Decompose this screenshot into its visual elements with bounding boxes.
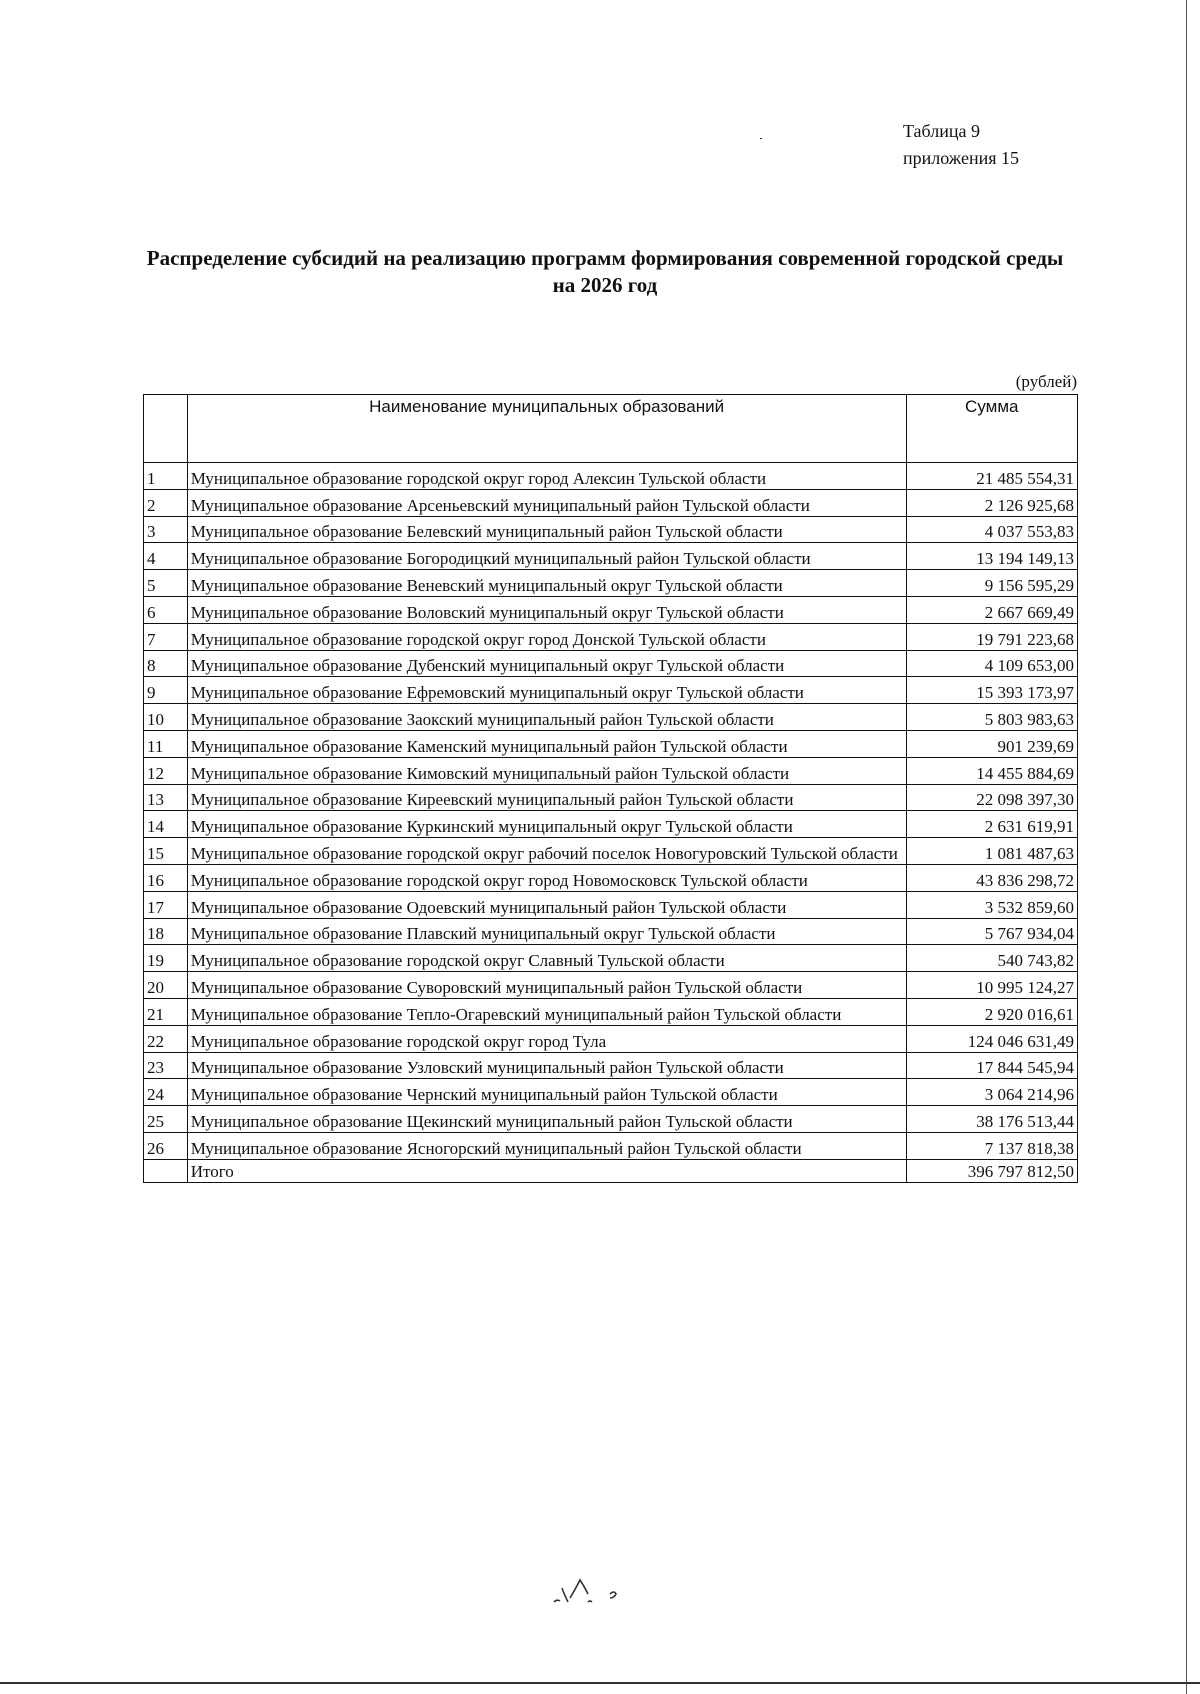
table-row <box>144 891 1078 918</box>
row-number: 9 <box>144 677 188 704</box>
units-label: (рублей) <box>1015 372 1077 391</box>
row-sum: 2 631 619,91 <box>906 811 1077 838</box>
table-row <box>144 677 1078 704</box>
row-number: 7 <box>144 623 188 650</box>
row-number: 8 <box>144 650 188 677</box>
row-sum: 2 126 925,68 <box>906 489 1077 516</box>
row-municipality-name: Муниципальное образование городской округ Славный Тульской области <box>187 945 906 972</box>
row-municipality-name: Муниципальное образование Каменский муниципальный район Тульской области <box>187 730 906 757</box>
row-sum: 7 137 818,38 <box>906 1132 1077 1159</box>
stray-mark <box>760 138 762 139</box>
appendix-reference: приложения 15 <box>903 148 1020 168</box>
row-sum: 2 920 016,61 <box>906 998 1077 1025</box>
row-municipality-name: Муниципальное образование Киреевский муниципальный район Тульской области <box>187 784 906 811</box>
row-sum: 5 803 983,63 <box>906 704 1077 731</box>
total-sum: 396 797 812,50 <box>906 1159 1077 1182</box>
row-sum: 4 109 653,00 <box>906 650 1077 677</box>
row-municipality-name: Муниципальное образование городской округ рабочий поселок Новогуровский Тульской области <box>187 838 906 865</box>
table-row <box>144 704 1078 731</box>
table-reference: Таблица 9 <box>903 121 980 141</box>
page-edge-right <box>1186 0 1187 1694</box>
table-row <box>144 570 1078 597</box>
row-number: 5 <box>144 570 188 597</box>
row-number: 2 <box>144 489 188 516</box>
header-reference <box>903 118 1019 172</box>
row-number: 15 <box>144 838 188 865</box>
total-number <box>144 1159 188 1182</box>
row-sum: 3 064 214,96 <box>906 1079 1077 1106</box>
row-municipality-name: Муниципальное образование Одоевский муниципальный район Тульской области <box>187 891 906 918</box>
row-municipality-name: Муниципальное образование Ефремовский муниципальный округ Тульской области <box>187 677 906 704</box>
table-row <box>144 972 1078 999</box>
table-row <box>144 463 1078 490</box>
table-row <box>144 1079 1078 1106</box>
row-number: 6 <box>144 596 188 623</box>
row-sum: 9 156 595,29 <box>906 570 1077 597</box>
row-sum: 5 767 934,04 <box>906 918 1077 945</box>
row-municipality-name: Муниципальное образование Кимовский муниципальный район Тульской области <box>187 757 906 784</box>
row-sum: 15 393 173,97 <box>906 677 1077 704</box>
row-number: 20 <box>144 972 188 999</box>
row-number: 21 <box>144 998 188 1025</box>
row-sum: 124 046 631,49 <box>906 1025 1077 1052</box>
row-municipality-name: Муниципальное образование Ясногорский муниципальный район Тульской области <box>187 1132 906 1159</box>
row-municipality-name: Муниципальное образование Узловский муниципальный район Тульской области <box>187 1052 906 1079</box>
table-row <box>144 516 1078 543</box>
table-row <box>144 543 1078 570</box>
table-row <box>144 1052 1078 1079</box>
header-sum: Сумма <box>906 395 1077 463</box>
total-row <box>144 1159 1078 1182</box>
row-municipality-name: Муниципальное образование городской округ город Донской Тульской области <box>187 623 906 650</box>
row-municipality-name: Муниципальное образование Веневский муниципальный округ Тульской области <box>187 570 906 597</box>
table-row <box>144 623 1078 650</box>
table-row <box>144 838 1078 865</box>
table-row <box>144 998 1078 1025</box>
table-row <box>144 757 1078 784</box>
row-municipality-name: Муниципальное образование Богородицкий муниципальный район Тульской области <box>187 543 906 570</box>
table-row <box>144 596 1078 623</box>
table-row <box>144 918 1078 945</box>
row-number: 23 <box>144 1052 188 1079</box>
table-row <box>144 1132 1078 1159</box>
row-number: 10 <box>144 704 188 731</box>
row-municipality-name: Муниципальное образование городской округ город Новомосковск Тульской области <box>187 864 906 891</box>
table-row <box>144 811 1078 838</box>
row-municipality-name: Муниципальное образование Арсеньевский муниципальный район Тульской области <box>187 489 906 516</box>
table-row <box>144 730 1078 757</box>
row-municipality-name: Муниципальное образование городской округ город Тула <box>187 1025 906 1052</box>
handwritten-mark <box>548 1568 628 1618</box>
row-municipality-name: Муниципальное образование Белевский муниципальный район Тульской области <box>187 516 906 543</box>
title-line-1: Распределение субсидий на реализацию программ формирования современной городской среды <box>146 246 1064 270</box>
row-municipality-name: Муниципальное образование городской округ город Алексин Тульской области <box>187 463 906 490</box>
row-number: 26 <box>144 1132 188 1159</box>
document-title <box>130 245 1080 299</box>
title-line-2: на 2026 год <box>552 273 658 297</box>
table-row <box>144 1106 1078 1133</box>
table-row <box>144 945 1078 972</box>
row-number: 4 <box>144 543 188 570</box>
table-row <box>144 864 1078 891</box>
row-number: 17 <box>144 891 188 918</box>
row-number: 3 <box>144 516 188 543</box>
row-sum: 38 176 513,44 <box>906 1106 1077 1133</box>
page-edge-bottom <box>0 1682 1200 1684</box>
row-number: 13 <box>144 784 188 811</box>
row-sum: 901 239,69 <box>906 730 1077 757</box>
row-municipality-name: Муниципальное образование Тепло-Огаревский муниципальный район Тульской области <box>187 998 906 1025</box>
row-municipality-name: Муниципальное образование Щекинский муниципальный район Тульской области <box>187 1106 906 1133</box>
row-number: 12 <box>144 757 188 784</box>
row-number: 19 <box>144 945 188 972</box>
row-municipality-name: Муниципальное образование Суворовский муниципальный район Тульской области <box>187 972 906 999</box>
row-municipality-name: Муниципальное образование Чернский муниципальный район Тульской области <box>187 1079 906 1106</box>
table-row <box>144 650 1078 677</box>
header-number <box>144 395 188 463</box>
total-label: Итого <box>187 1159 906 1182</box>
table-row <box>144 489 1078 516</box>
table-row <box>144 1025 1078 1052</box>
row-municipality-name: Муниципальное образование Плавский муниципальный округ Тульской области <box>187 918 906 945</box>
row-sum: 14 455 884,69 <box>906 757 1077 784</box>
table-row <box>144 784 1078 811</box>
row-sum: 3 532 859,60 <box>906 891 1077 918</box>
row-sum: 22 098 397,30 <box>906 784 1077 811</box>
row-sum: 540 743,82 <box>906 945 1077 972</box>
row-sum: 19 791 223,68 <box>906 623 1077 650</box>
row-municipality-name: Муниципальное образование Куркинский муниципальный округ Тульской области <box>187 811 906 838</box>
row-number: 14 <box>144 811 188 838</box>
row-sum: 43 836 298,72 <box>906 864 1077 891</box>
row-sum: 17 844 545,94 <box>906 1052 1077 1079</box>
row-municipality-name: Муниципальное образование Заокский муниципальный район Тульской области <box>187 704 906 731</box>
row-number: 22 <box>144 1025 188 1052</box>
row-municipality-name: Муниципальное образование Воловский муниципальный округ Тульской области <box>187 596 906 623</box>
row-sum: 1 081 487,63 <box>906 838 1077 865</box>
row-number: 18 <box>144 918 188 945</box>
row-sum: 10 995 124,27 <box>906 972 1077 999</box>
table-body <box>144 463 1078 1183</box>
table-header-row <box>144 395 1078 463</box>
row-sum: 4 037 553,83 <box>906 516 1077 543</box>
row-sum: 13 194 149,13 <box>906 543 1077 570</box>
row-sum: 21 485 554,31 <box>906 463 1077 490</box>
row-number: 25 <box>144 1106 188 1133</box>
row-number: 11 <box>144 730 188 757</box>
row-number: 16 <box>144 864 188 891</box>
row-number: 24 <box>144 1079 188 1106</box>
row-municipality-name: Муниципальное образование Дубенский муниципальный округ Тульской области <box>187 650 906 677</box>
row-number: 1 <box>144 463 188 490</box>
header-name: Наименование муниципальных образований <box>187 395 906 463</box>
subsidy-table <box>143 394 1078 1183</box>
row-sum: 2 667 669,49 <box>906 596 1077 623</box>
